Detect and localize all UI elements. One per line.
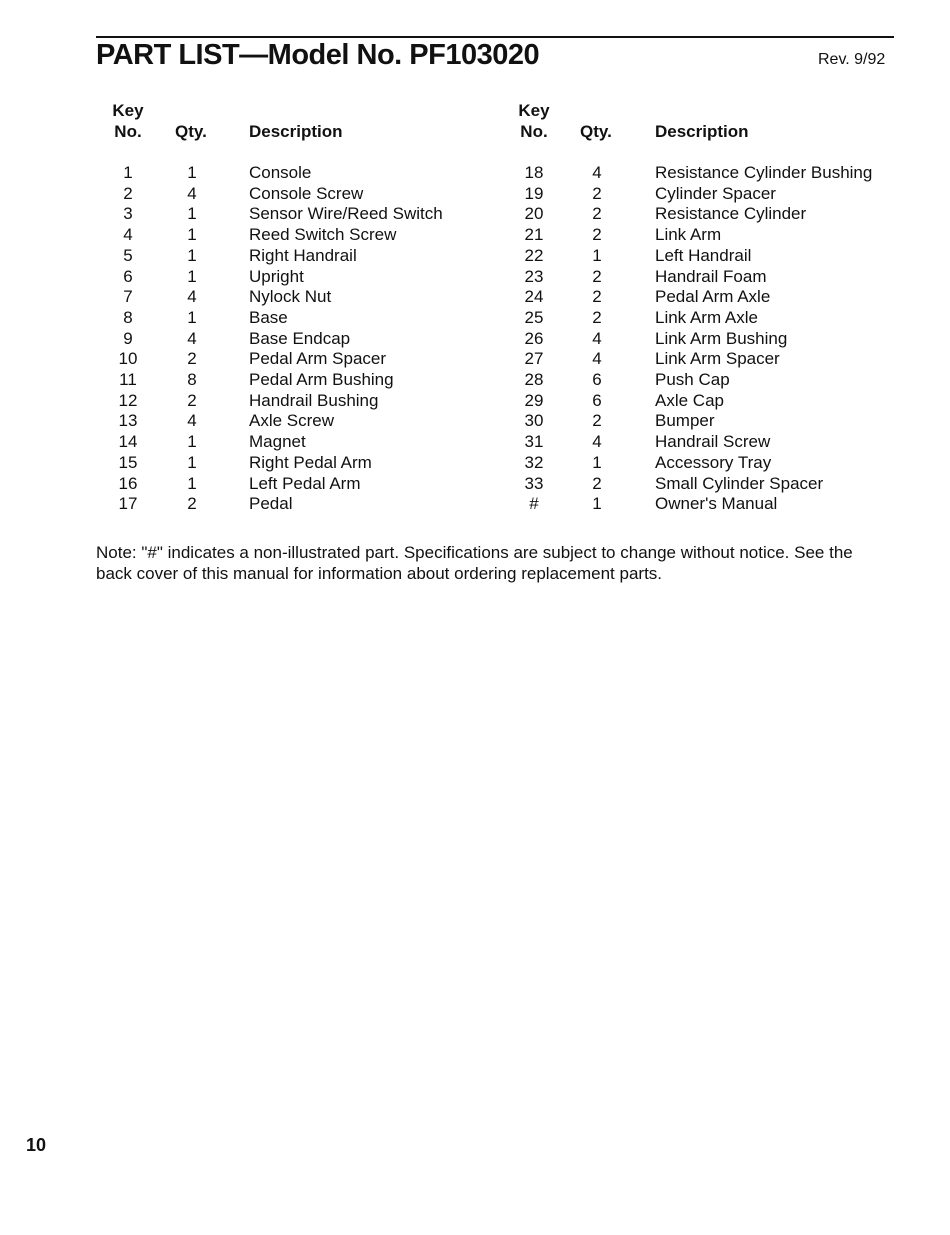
table-row <box>108 431 508 452</box>
table-row <box>108 266 508 287</box>
key-no: 33 <box>524 473 544 493</box>
key-no: 4 <box>123 225 133 245</box>
key-no: 29 <box>524 390 544 410</box>
description: Accessory Tray <box>655 452 772 472</box>
table-row <box>108 452 508 473</box>
key-no: 25 <box>524 307 544 327</box>
table-row <box>108 410 508 431</box>
table-row <box>108 162 508 183</box>
key-no: 12 <box>118 390 138 410</box>
description: Console Screw <box>249 183 364 203</box>
qty: 4 <box>187 328 197 348</box>
qty: 1 <box>592 245 602 265</box>
table-row <box>108 307 508 328</box>
table-row <box>514 348 914 369</box>
description: Magnet <box>249 432 306 452</box>
key-no: 10 <box>118 349 138 369</box>
qty: 2 <box>592 225 602 245</box>
right-key-header-line1: Key <box>518 101 550 120</box>
qty: 1 <box>187 266 197 286</box>
page-number: 10 <box>26 1135 47 1155</box>
description: Pedal Arm Bushing <box>249 370 394 389</box>
qty: 2 <box>592 287 602 307</box>
table-row <box>514 410 914 431</box>
qty: 1 <box>187 163 197 182</box>
description: Handrail Screw <box>655 432 771 452</box>
qty: 2 <box>592 473 602 493</box>
table-row <box>108 369 508 390</box>
key-no: 23 <box>524 266 544 286</box>
description: Axle Screw <box>249 411 335 431</box>
qty: 1 <box>592 494 602 514</box>
left-qty-header: Qty. <box>175 122 207 141</box>
right-key-header <box>514 100 554 142</box>
description: Axle Cap <box>655 390 724 410</box>
description: Upright <box>249 266 304 286</box>
key-no: 8 <box>123 307 133 327</box>
description: Bumper <box>655 411 715 431</box>
description: Handrail Foam <box>655 266 767 286</box>
qty: 4 <box>592 328 602 348</box>
qty: 4 <box>187 183 197 203</box>
description: Push Cap <box>655 370 730 389</box>
table-row <box>108 328 508 349</box>
table-row <box>514 307 914 328</box>
key-no: 21 <box>524 225 544 245</box>
qty: 6 <box>592 370 602 389</box>
table-row <box>108 390 508 411</box>
right-qty-header: Qty. <box>580 122 612 141</box>
table-row <box>514 162 914 183</box>
table-row <box>108 473 508 494</box>
description: Pedal Arm Spacer <box>249 349 387 369</box>
table-row <box>108 245 508 266</box>
description: Right Handrail <box>249 245 357 265</box>
description: Link Arm Axle <box>655 307 758 327</box>
table-row <box>514 245 914 266</box>
key-no: 1 <box>123 163 133 182</box>
description: Console <box>249 163 312 182</box>
qty: 6 <box>592 390 602 410</box>
key-no: 32 <box>524 452 544 472</box>
left-key-header <box>108 100 148 142</box>
table-row <box>108 286 508 307</box>
qty: 4 <box>592 349 602 369</box>
qty: 2 <box>187 494 197 514</box>
description: Link Arm Spacer <box>655 349 780 369</box>
table-row <box>108 493 508 514</box>
table-row <box>514 286 914 307</box>
key-no: 18 <box>524 163 544 182</box>
qty: 1 <box>592 452 602 472</box>
description: Left Handrail <box>655 245 752 265</box>
description: Handrail Bushing <box>249 390 379 410</box>
key-no: 30 <box>524 411 544 431</box>
qty: 4 <box>592 432 602 452</box>
table-row <box>514 431 914 452</box>
description: Nylock Nut <box>249 287 332 307</box>
key-no: 13 <box>118 411 138 431</box>
qty: 2 <box>592 204 602 224</box>
table-row <box>514 452 914 473</box>
qty: 1 <box>187 225 197 245</box>
key-no: 5 <box>123 245 133 265</box>
qty: 2 <box>187 390 197 410</box>
qty: 8 <box>187 370 197 389</box>
key-no: # <box>529 494 539 514</box>
key-no: 28 <box>524 370 544 389</box>
qty: 2 <box>187 349 197 369</box>
description: Base Endcap <box>249 328 351 348</box>
description: Sensor Wire/Reed Switch <box>249 204 443 224</box>
description: Reed Switch Screw <box>249 225 397 245</box>
right-key-header-line2: No. <box>520 122 548 141</box>
revision-label: Rev. 9/92 <box>818 51 886 68</box>
key-no: 16 <box>118 473 138 493</box>
key-no: 26 <box>524 328 544 348</box>
key-no: 19 <box>524 183 544 203</box>
key-no: 9 <box>123 328 133 348</box>
qty: 1 <box>187 473 197 493</box>
key-no: 2 <box>123 183 133 203</box>
table-row <box>108 203 508 224</box>
qty: 1 <box>187 204 197 224</box>
qty: 2 <box>592 183 602 203</box>
qty: 1 <box>187 452 197 472</box>
table-row <box>514 328 914 349</box>
description: Resistance Cylinder Bushing <box>655 163 873 182</box>
qty: 4 <box>187 411 197 431</box>
key-no: 11 <box>119 370 137 389</box>
description: Owner's Manual <box>655 494 778 514</box>
left-description-header: Description <box>249 122 343 141</box>
key-no: 22 <box>524 245 544 265</box>
key-no: 3 <box>123 204 133 224</box>
footnote <box>96 542 896 584</box>
table-row <box>514 390 914 411</box>
key-no: 6 <box>123 266 133 286</box>
table-row <box>514 203 914 224</box>
description: Cylinder Spacer <box>655 183 776 203</box>
qty: 1 <box>187 245 197 265</box>
table-row <box>108 348 508 369</box>
qty: 1 <box>187 307 197 327</box>
qty: 2 <box>592 411 602 431</box>
description: Link Arm <box>655 225 722 245</box>
description: Right Pedal Arm <box>249 452 372 472</box>
page-title: PART LIST—Model No. PF103020 <box>96 39 540 71</box>
key-no: 31 <box>524 432 544 452</box>
table-row <box>514 183 914 204</box>
footnote-line2: back cover of this manual for information about ordering replacement parts. <box>96 564 663 583</box>
qty: 1 <box>187 432 197 452</box>
key-no: 7 <box>123 287 133 307</box>
table-row <box>514 266 914 287</box>
footnote-line1: Note: "#" indicates a non-illustrated part. Specifications are subject to change without notice. See the <box>96 543 853 562</box>
left-key-header-line2: No. <box>114 122 142 141</box>
key-no: 20 <box>524 204 544 224</box>
description: Pedal Arm Axle <box>655 287 771 307</box>
description: Left Pedal Arm <box>249 473 361 493</box>
qty: 2 <box>592 266 602 286</box>
key-no: 24 <box>524 287 544 307</box>
right-description-header: Description <box>655 122 749 141</box>
key-no: 15 <box>118 452 138 472</box>
qty: 4 <box>592 163 602 182</box>
description: Small Cylinder Spacer <box>655 473 824 493</box>
table-row <box>514 369 914 390</box>
left-key-header-line1: Key <box>112 101 144 120</box>
table-row <box>108 224 508 245</box>
key-no: 17 <box>118 494 138 514</box>
table-row <box>514 224 914 245</box>
description: Base <box>249 307 288 327</box>
key-no: 14 <box>118 432 138 452</box>
description: Pedal <box>249 494 293 514</box>
table-row <box>514 473 914 494</box>
qty: 4 <box>187 287 197 307</box>
description: Link Arm Bushing <box>655 328 788 348</box>
description: Resistance Cylinder <box>655 204 807 224</box>
qty: 2 <box>592 307 602 327</box>
table-row <box>108 183 508 204</box>
table-row <box>514 493 914 514</box>
key-no: 27 <box>524 349 544 369</box>
